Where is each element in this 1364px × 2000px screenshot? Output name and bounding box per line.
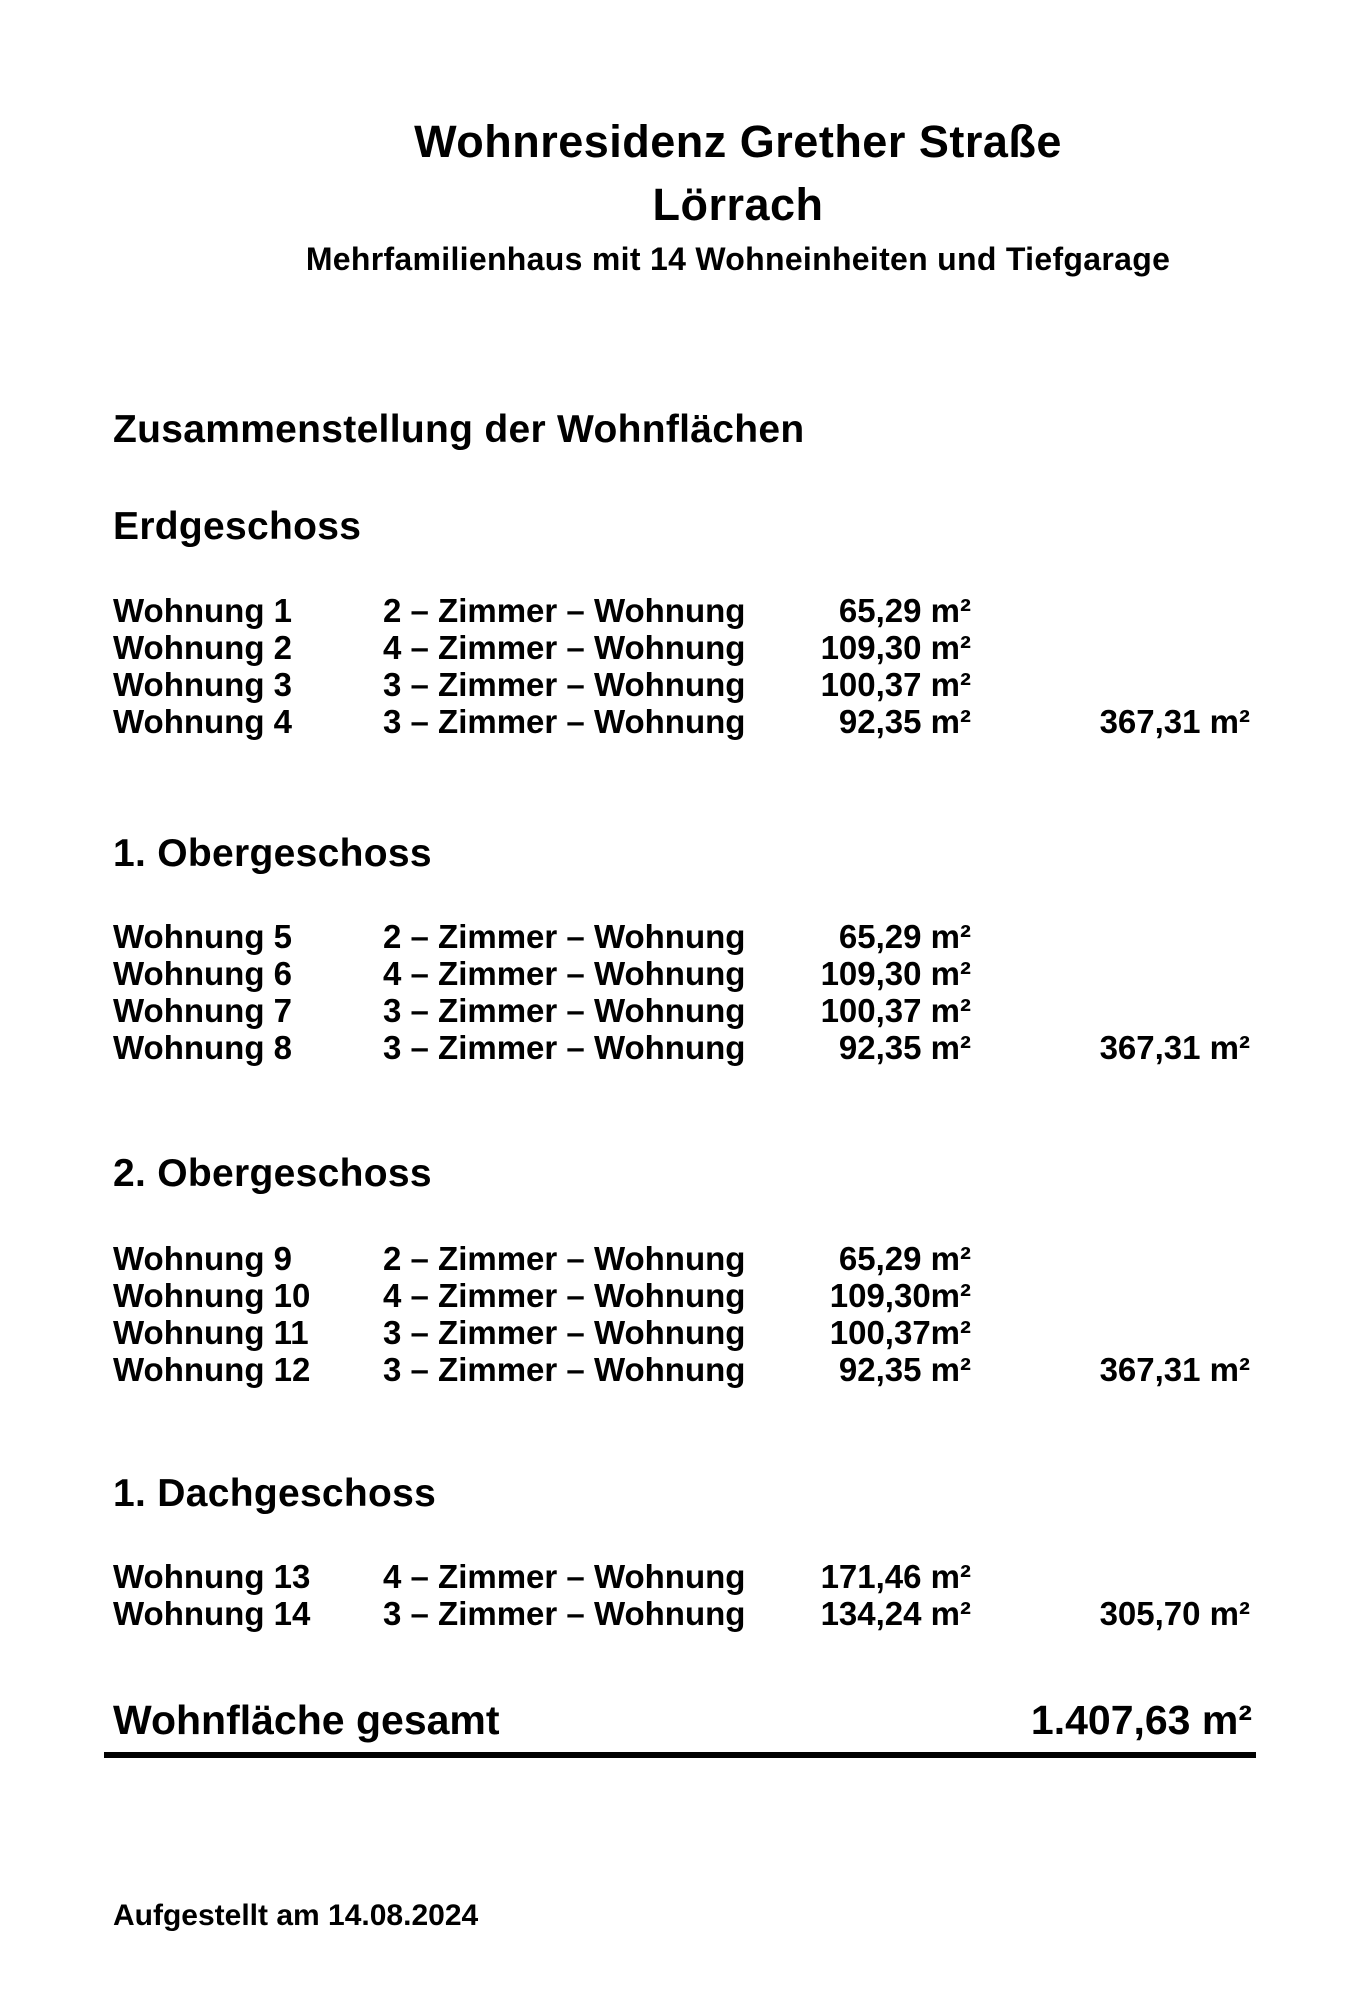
floor-subtotal — [971, 1277, 1250, 1314]
floor-rows-obergeschoss-1 — [0, 918, 1364, 1066]
unit-area: 171,46 m² — [820, 1558, 971, 1595]
floor-heading-erdgeschoss: Erdgeschoss — [113, 505, 362, 548]
floor-heading-obergeschoss-1: 1. Obergeschoss — [113, 832, 432, 875]
floor-subtotal: 305,70 m² — [1099, 1595, 1250, 1632]
unit-area: 65,29 m² — [838, 592, 971, 629]
table-row — [0, 992, 1364, 1029]
unit-label: Wohnung 9 — [113, 1240, 293, 1277]
floor-subtotal — [971, 1558, 1250, 1595]
unit-label: Wohnung 1 — [113, 592, 293, 629]
floor-subtotal: 367,31 m² — [1099, 1351, 1250, 1388]
floor-rows-obergeschoss-2 — [0, 1240, 1364, 1388]
unit-type: 3 – Zimmer – Wohnung — [383, 666, 746, 703]
unit-area: 109,30 m² — [820, 955, 971, 992]
table-row — [0, 703, 1364, 740]
unit-type: 2 – Zimmer – Wohnung — [383, 592, 746, 629]
table-row — [0, 1595, 1364, 1632]
table-row — [0, 1351, 1364, 1388]
unit-label: Wohnung 5 — [113, 918, 293, 955]
unit-label: Wohnung 13 — [113, 1558, 311, 1595]
unit-type: 3 – Zimmer – Wohnung — [383, 992, 746, 1029]
unit-label: Wohnung 8 — [113, 1029, 293, 1066]
unit-label: Wohnung 6 — [113, 955, 293, 992]
unit-label: Wohnung 4 — [113, 703, 293, 740]
unit-label: Wohnung 12 — [113, 1351, 311, 1388]
table-row — [0, 1314, 1364, 1351]
unit-type: 4 – Zimmer – Wohnung — [383, 1558, 746, 1595]
table-row — [0, 592, 1364, 629]
floor-subtotal: 367,31 m² — [1099, 703, 1250, 740]
unit-type: 3 – Zimmer – Wohnung — [383, 1595, 746, 1632]
unit-label: Wohnung 2 — [113, 629, 293, 666]
floor-subtotal — [971, 918, 1250, 955]
table-row — [0, 1029, 1364, 1066]
unit-type: 3 – Zimmer – Wohnung — [383, 1314, 746, 1351]
footer-date: Aufgestellt am 14.08.2024 — [113, 1899, 479, 1932]
table-row — [0, 629, 1364, 666]
floor-rows-dachgeschoss — [0, 1558, 1364, 1632]
unit-area: 100,37m² — [829, 1314, 971, 1351]
unit-label: Wohnung 14 — [113, 1595, 311, 1632]
summary-heading: Zusammenstellung der Wohnflächen — [113, 408, 805, 451]
title-line-2: Lörrach — [652, 179, 824, 230]
total-value: 1.407,63 m² — [1030, 1697, 1252, 1743]
unit-area: 100,37 m² — [820, 666, 971, 703]
title-line-1: Wohnresidenz Grether Straße — [414, 116, 1062, 167]
unit-area: 65,29 m² — [838, 918, 971, 955]
table-row — [0, 955, 1364, 992]
unit-area: 109,30 m² — [820, 629, 971, 666]
floor-subtotal — [971, 629, 1250, 666]
unit-type: 4 – Zimmer – Wohnung — [383, 1277, 746, 1314]
unit-label: Wohnung 10 — [113, 1277, 311, 1314]
unit-area: 65,29 m² — [838, 1240, 971, 1277]
unit-area: 92,35 m² — [838, 1351, 971, 1388]
floor-heading-dachgeschoss: 1. Dachgeschoss — [113, 1472, 437, 1515]
table-row — [0, 1277, 1364, 1314]
unit-label: Wohnung 3 — [113, 666, 293, 703]
unit-type: 4 – Zimmer – Wohnung — [383, 629, 746, 666]
subtitle: Mehrfamilienhaus mit 14 Wohneinheiten und Tiefgarage — [305, 241, 1171, 277]
unit-area: 92,35 m² — [838, 1029, 971, 1066]
unit-type: 3 – Zimmer – Wohnung — [383, 703, 746, 740]
floor-subtotal — [971, 666, 1250, 703]
floor-subtotal — [971, 1240, 1250, 1277]
unit-type: 4 – Zimmer – Wohnung — [383, 955, 746, 992]
floor-subtotal — [971, 592, 1250, 629]
unit-label: Wohnung 7 — [113, 992, 293, 1029]
unit-type: 2 – Zimmer – Wohnung — [383, 918, 746, 955]
unit-type: 3 – Zimmer – Wohnung — [383, 1351, 746, 1388]
total-row — [104, 1698, 1256, 1758]
unit-area: 100,37 m² — [820, 992, 971, 1029]
floor-subtotal — [971, 992, 1250, 1029]
table-row — [0, 666, 1364, 703]
floor-subtotal: 367,31 m² — [1099, 1029, 1250, 1066]
unit-type: 2 – Zimmer – Wohnung — [383, 1240, 746, 1277]
unit-area: 109,30m² — [829, 1277, 971, 1314]
floor-rows-erdgeschoss — [0, 592, 1364, 740]
floor-heading-obergeschoss-2: 2. Obergeschoss — [113, 1152, 432, 1195]
total-label: Wohnfläche gesamt — [113, 1697, 500, 1743]
unit-area: 92,35 m² — [838, 703, 971, 740]
document-header — [0, 110, 1364, 279]
floor-subtotal — [971, 1314, 1250, 1351]
table-row — [0, 1558, 1364, 1595]
unit-area: 134,24 m² — [820, 1595, 971, 1632]
table-row — [0, 1240, 1364, 1277]
unit-type: 3 – Zimmer – Wohnung — [383, 1029, 746, 1066]
table-row — [0, 918, 1364, 955]
unit-label: Wohnung 11 — [113, 1314, 309, 1351]
floor-subtotal — [971, 955, 1250, 992]
